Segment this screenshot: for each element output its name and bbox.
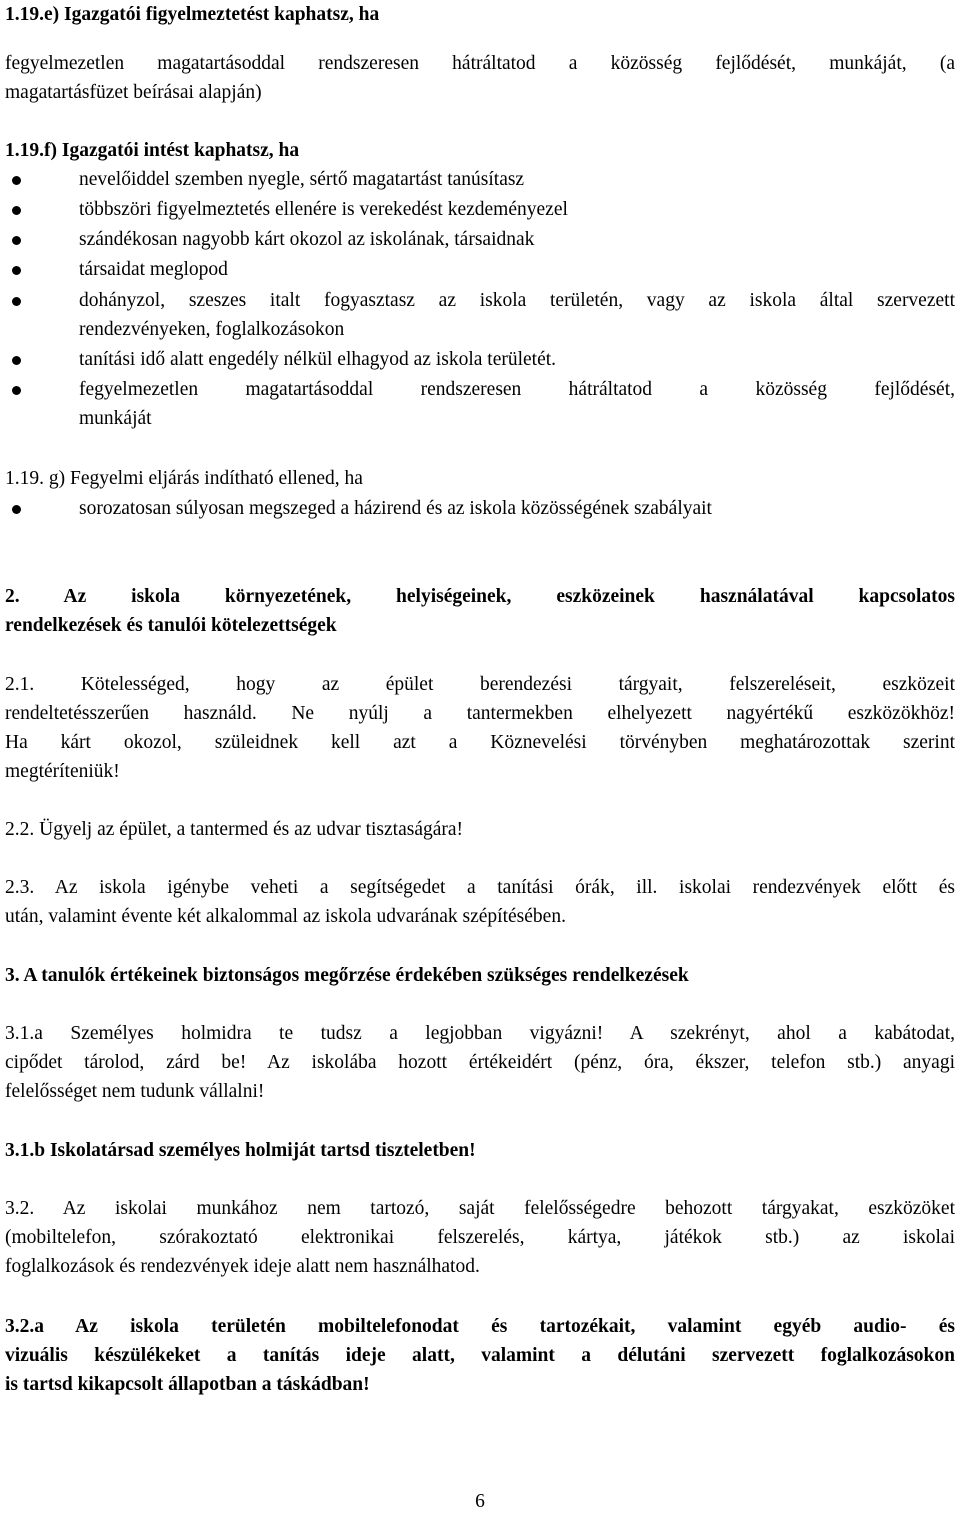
section-3-heading: 3. A tanulók értékeinek biztonságos megőrzése érdekében szükséges rendelkezések	[5, 965, 689, 986]
paragraph-3-1-a-line: cipődet tárolod, zárd be! Az iskolába hozott értékeidért (pénz, óra, ékszer, telefon stb.) anyagi	[5, 1052, 955, 1073]
section-2-heading: 2. Az iskola környezetének, helyiségeinek, eszközeinek használatával kapcsolatos	[5, 586, 955, 607]
list-item: sorozatosan súlyosan megszeged a házirend és az iskola közösségének szabályait	[79, 498, 712, 519]
page-number: 6	[475, 1491, 485, 1512]
section-1-19-f-heading: 1.19.f) Igazgatói intést kaphatsz, ha	[5, 140, 300, 161]
list-item-continuation: rendezvényeken, foglalkozásokon	[79, 319, 345, 340]
section-1-19-e-heading: 1.19.e) Igazgatói figyelmeztetést kaphatsz, ha	[5, 4, 380, 25]
paragraph-2-1-line: Ha kárt okozol, szüleidnek kell azt a Köznevelési törvényben meghatározottak szerint	[5, 732, 955, 753]
list-item: dohányzol, szeszes italt fogyasztasz az iskola területén, vagy az iskola által szervezett	[79, 290, 955, 311]
section-1-19-g-heading: 1.19. g) Fegyelmi eljárás indítható ellened, ha	[5, 468, 363, 489]
paragraph-3-2-a-line: vizuális készülékeket a tanítás ideje alatt, valamint a délutáni szervezett foglalkozásokon	[5, 1345, 955, 1366]
list-item: tanítási idő alatt engedély nélkül elhagyod az iskola területét.	[79, 349, 557, 370]
paragraph-3-1-b: 3.1.b Iskolatársad személyes holmiját tartsd tiszteletben!	[5, 1140, 476, 1161]
list-item-continuation: munkáját	[79, 408, 152, 429]
section-1-19-e-text-line: magatartásfüzet beírásai alapján)	[5, 82, 262, 103]
bullet-icon	[12, 236, 21, 245]
paragraph-2-3-line: után, valamint évente két alkalommal az iskola udvarának szépítésében.	[5, 906, 566, 927]
paragraph-3-1-a-line: felelősséget nem tudunk vállalni!	[5, 1081, 265, 1102]
paragraph-2-1-line: 2.1. Kötelességed, hogy az épület berendezési tárgyait, felszereléseit, eszközeit	[5, 674, 955, 695]
paragraph-2-1-line: rendeltetésszerűen használd. Ne nyúlj a tantermekben elhelyezett nagyértékű eszközökhöz!	[5, 703, 955, 724]
section-2-heading: rendelkezések és tanulói kötelezettségek	[5, 615, 337, 636]
paragraph-2-1-line: megtéríteniük!	[5, 761, 120, 782]
paragraph-3-2-line: 3.2. Az iskolai munkához nem tartozó, saját felelősségedre behozott tárgyakat, eszközöket	[5, 1198, 955, 1219]
bullet-icon	[12, 356, 21, 365]
bullet-icon	[12, 206, 21, 215]
list-item: többszöri figyelmeztetés ellenére is verekedést kezdeményezel	[79, 199, 568, 220]
bullet-icon	[12, 505, 21, 514]
list-item: szándékosan nagyobb kárt okozol az iskolának, társaidnak	[79, 229, 535, 250]
bullet-icon	[12, 266, 21, 275]
list-item: nevelőiddel szemben nyegle, sértő magatartást tanúsítasz	[79, 169, 525, 190]
paragraph-3-2-a-line: 3.2.a Az iskola területén mobiltelefonodat és tartozékait, valamint egyéb audio- és	[5, 1316, 955, 1337]
paragraph-2-2: 2.2. Ügyelj az épület, a tantermed és az udvar tisztaságára!	[5, 819, 464, 840]
paragraph-3-2-line: foglalkozások és rendezvények ideje alatt nem használhatod.	[5, 1256, 480, 1277]
bullet-icon	[12, 176, 21, 185]
bullet-icon	[12, 386, 21, 395]
paragraph-2-3-line: 2.3. Az iskola igénybe veheti a segítségedet a tanítási órák, ill. iskolai rendezvények előtt és	[5, 877, 955, 898]
paragraph-3-2-a-line: is tartsd kikapcsolt állapotban a táskádban!	[5, 1374, 370, 1395]
paragraph-3-1-a-line: 3.1.a Személyes holmidra te tudsz a legjobban vigyázni! A szekrényt, ahol a kabátodat,	[5, 1023, 955, 1044]
paragraph-3-2-line: (mobiltelefon, szórakoztató elektronikai felszerelés, kártya, játékok stb.) az iskolai	[5, 1227, 955, 1248]
list-item: társaidat meglopod	[79, 259, 228, 280]
bullet-icon	[12, 297, 21, 306]
list-item: fegyelmezetlen magatartásoddal rendszeresen hátráltatod a közösség fejlődését,	[79, 379, 955, 400]
section-1-19-e-text-line: fegyelmezetlen magatartásoddal rendszeresen hátráltatod a közösség fejlődését, munkáját, (a	[5, 53, 955, 74]
